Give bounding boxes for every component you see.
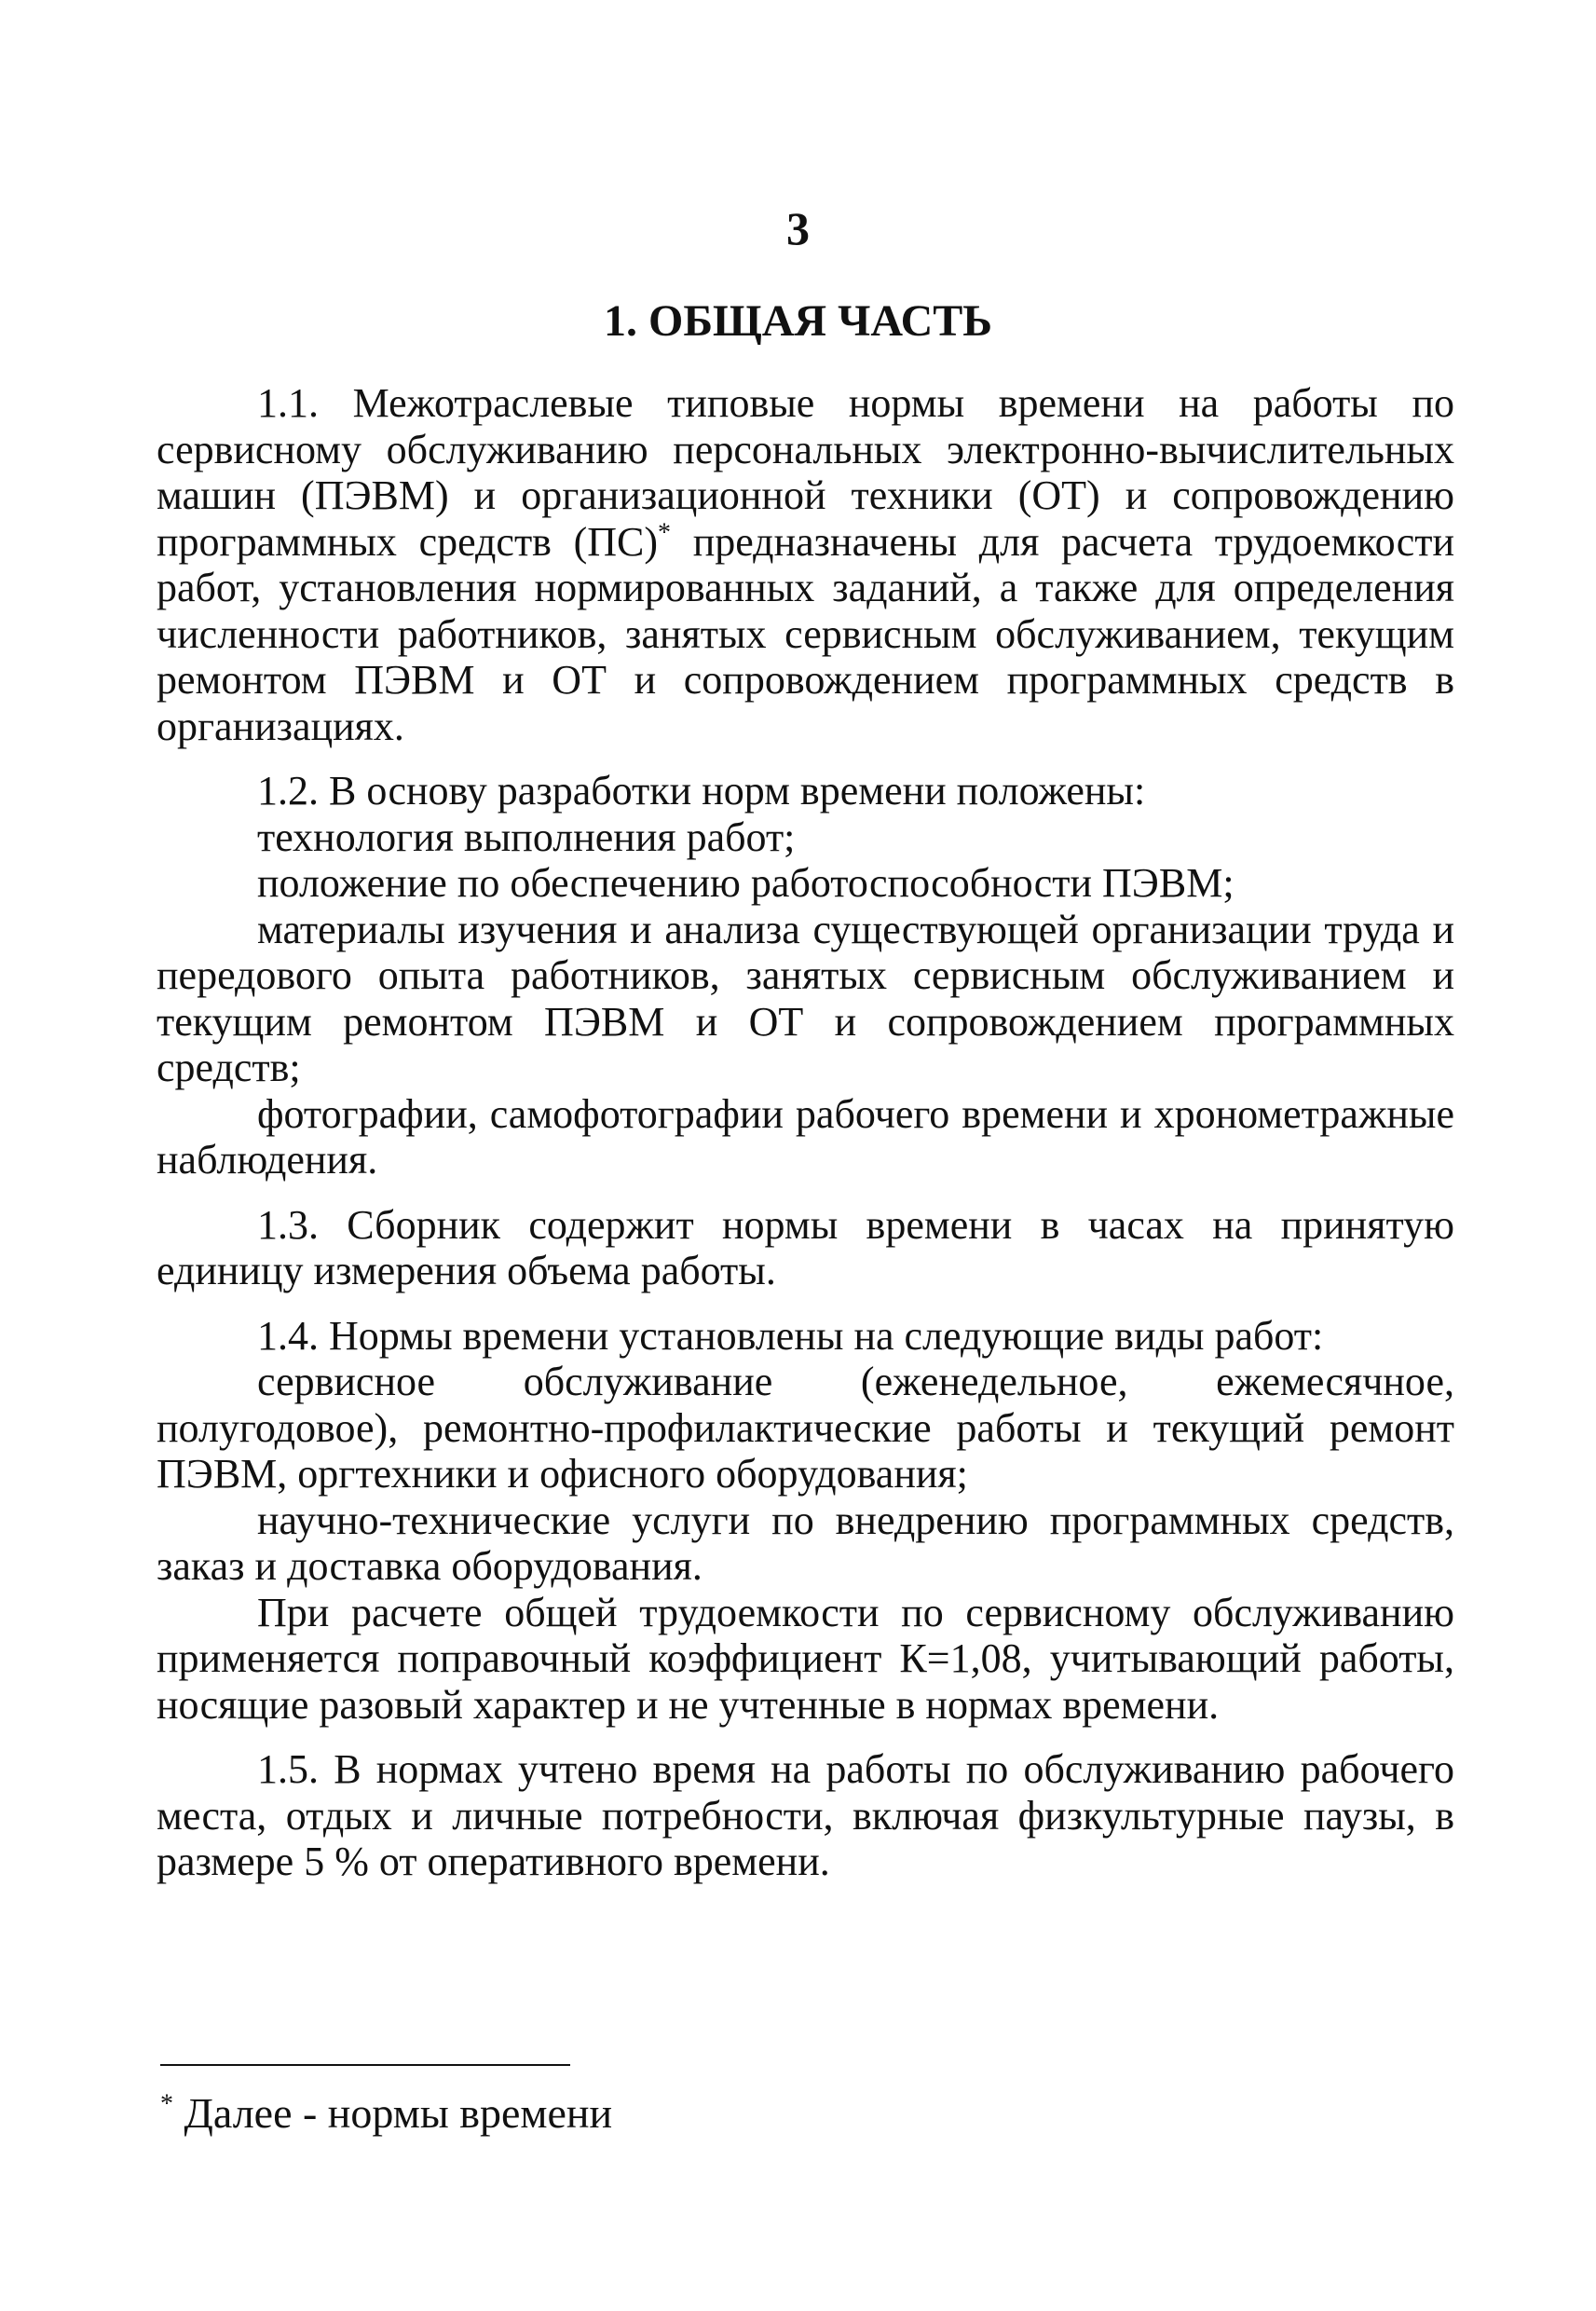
footnote-reference-mark: * bbox=[658, 517, 672, 547]
paragraph-1-2: 1.2. В основу разработки норм времени положены: bbox=[257, 768, 1146, 814]
paragraph-1-2-item-1: технология выполнения работ; bbox=[257, 814, 796, 860]
section-title: 1. ОБЩАЯ ЧАСТЬ bbox=[603, 296, 993, 346]
paragraph-1-2-item-2: положение по обеспечению работоспособности ПЭВМ; bbox=[257, 860, 1235, 906]
paragraph-1-4-item-2: научно-технические услуги по внедрению программных средств, заказ и доставка оборудования. bbox=[157, 1497, 1454, 1589]
paragraph-1-1 bbox=[157, 380, 1454, 749]
footnote-text: Далее - нормы времени bbox=[173, 2089, 613, 2137]
paragraph-1-3: 1.3. Сборник содержит нормы времени в часах на принятую единицу измерения объема работы. bbox=[157, 1201, 1454, 1293]
paragraph-1-5: 1.5. В нормах учтено время на работы по обслуживанию рабочего места, отдых и личные потребности, включая физкультурные паузы, в размере 5 % от оперативного времени. bbox=[157, 1746, 1454, 1884]
footnote-mark: * bbox=[160, 2089, 173, 2119]
paragraph-1-4-item-1: сервисное обслуживание (еженедельное, ежемесячное, полугодовое), ремонтно-профилактические работы и текущий ремонт ПЭВМ, оргтехники и офисного оборудования; bbox=[157, 1359, 1454, 1497]
paragraph-1-1-text-b: предназначены для расчета трудоемкости работ, установления нормированных заданий, а также для определения численности работников, занятых сервисным обслуживанием, текущим ремонтом ПЭВМ и ОТ и сопровождением программных средств в организациях. bbox=[157, 518, 1455, 749]
footnote-divider bbox=[160, 2064, 570, 2066]
paragraph-1-2-item-3: материалы изучения и анализа существующей организации труда и передового опыта работников, занятых сервисным обслуживанием и текущим ремонтом ПЭВМ и ОТ и сопровождением программных средств; bbox=[157, 906, 1454, 1090]
footnote bbox=[160, 2087, 612, 2140]
paragraph-1-2-item-4: фотографии, самофотографии рабочего времени и хронометражные наблюдения. bbox=[157, 1090, 1454, 1183]
paragraph-1-1-text-a: 1.1. Межотраслевые типовые нормы времени на работы по сервисному обслуживанию персональных электронно-вычислительных машин (ПЭВМ) и организационной техники (ОТ) и сопровождению программных средств (ПС) bbox=[157, 380, 1454, 565]
paragraph-1-4-note: При расчете общей трудоемкости по сервисному обслуживанию применяется поправочный коэффициент К=1,08, учитывающий работы, носящие разовый характер и не учтенные в нормах времени. bbox=[157, 1589, 1454, 1728]
page-number: 3 bbox=[786, 202, 810, 254]
paragraph-1-4: 1.4. Нормы времени установлены на следующие виды работ: bbox=[257, 1312, 1324, 1359]
document-body bbox=[157, 380, 1454, 1885]
